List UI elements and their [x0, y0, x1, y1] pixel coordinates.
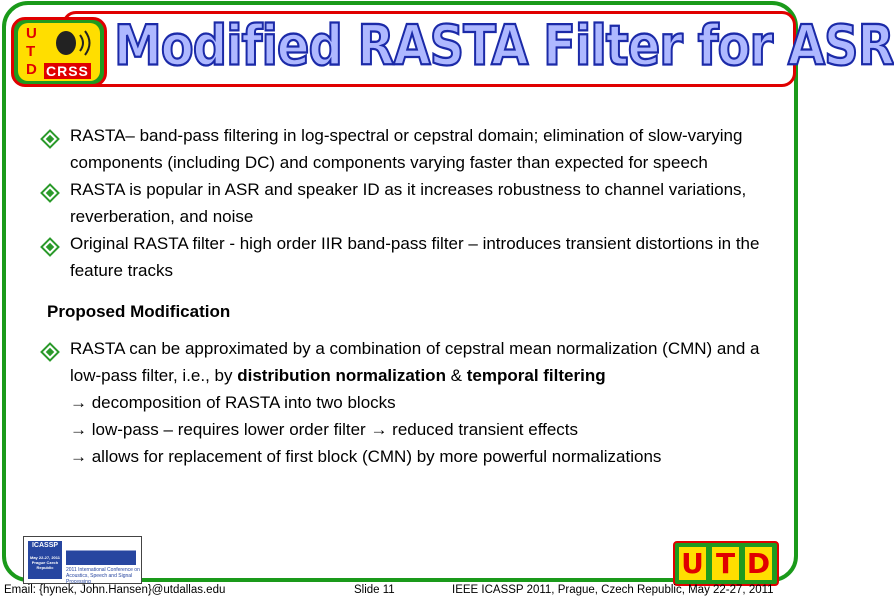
logo-letter-d: D [26, 61, 37, 78]
bullet-text: RASTA– band-pass filtering in log-spectral or cepstral domain; elimination of slow-varying components (including DC) and components varying faster than expected for speech [70, 126, 743, 172]
slide-title: Modified RASTA Filter for ASR [114, 14, 894, 79]
ampersand: & [445, 366, 467, 385]
diamond-bullet-icon [40, 129, 60, 149]
footer-conference: IEEE ICASSP 2011, Prague, Czech Republic, May 22-27, 2011 [452, 584, 774, 596]
speaker-head-icon [48, 27, 96, 61]
footer-slide-number: Slide 11 [354, 584, 395, 596]
bullet-item [40, 122, 770, 176]
arrow-line: → low-pass – requires lower order filter → reduced transient effects [70, 420, 579, 439]
utd-crss-logo-inner [18, 23, 100, 81]
icassp-logo [23, 536, 142, 584]
utd-crss-logo [11, 17, 107, 87]
bold-temporal-filtering: temporal filtering [466, 366, 606, 385]
utd-letter-u: U [679, 547, 706, 580]
diamond-bullet-icon [40, 183, 60, 203]
diamond-bullet-icon [40, 342, 60, 362]
bullet-text-pre: RASTA can be approximated by a combination of cepstral mean normalization (CMN) and a low-pass filter, i.e., by [70, 339, 760, 385]
bullet-text: RASTA is popular in ASR and speaker ID as it increases robustness to channel variations, reverberation, and noise [70, 180, 747, 226]
logo-letter-t: T [26, 43, 36, 60]
proposed-modification-heading: Proposed Modification [47, 302, 231, 321]
bullet-item [40, 176, 770, 230]
footer-email: Email: {hynek, John.Hansen}@utdallas.edu [4, 584, 226, 596]
logo-letter-u: U [26, 25, 37, 42]
icassp-badge-label: ICASSP [31, 542, 59, 549]
bullet-item [40, 335, 770, 389]
bold-distribution-normalization: distribution normalization [237, 366, 446, 385]
icassp-conference-text: 2011 International Conference on Acoustics, Speech and Signal Processing [66, 567, 140, 585]
arrow-line: → allows for replacement of first block (CMN) by more powerful normalizations [70, 447, 662, 466]
slide-content [40, 122, 770, 470]
prague-skyline-icon [66, 541, 136, 565]
utd-letter-t: T [712, 547, 739, 580]
bullet-text: Original RASTA filter - high order IIR band-pass filter – introduces transient distortions in the feature tracks [70, 234, 760, 280]
bullet-item [40, 230, 770, 284]
logo-crss: CRSS [46, 63, 89, 79]
utd-letter-d: D [746, 547, 771, 580]
icassp-badge-sub: May 22-27, 2011 Prague Czech Republic [29, 555, 61, 570]
diamond-bullet-icon [40, 237, 60, 257]
header [2, 1, 894, 97]
icassp-badge [28, 541, 62, 579]
utd-logo [673, 541, 779, 586]
arrow-line: → decomposition of RASTA into two blocks [70, 393, 396, 412]
